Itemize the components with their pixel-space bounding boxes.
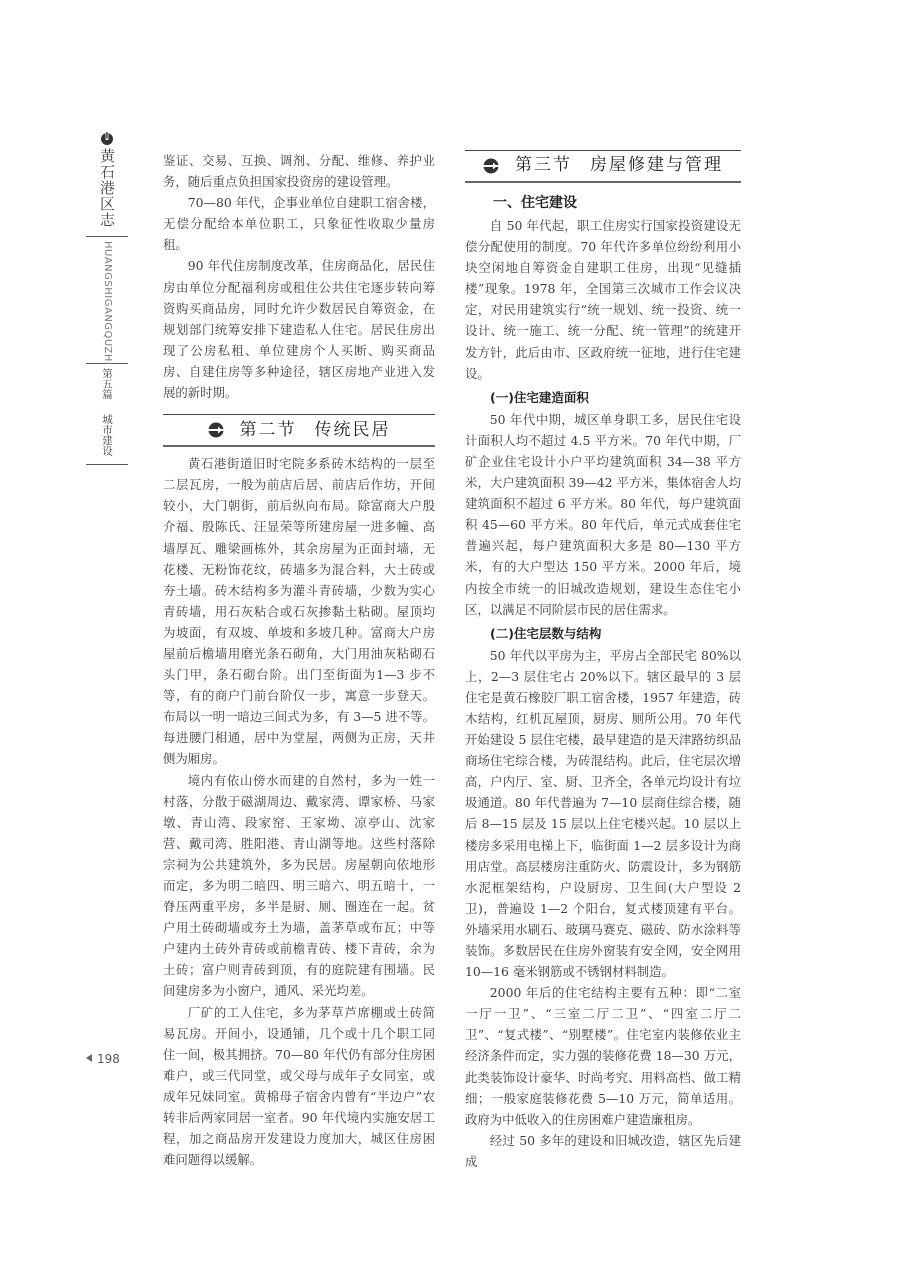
divider [86,464,128,465]
paragraph: 50 年代中期，城区单身职工多，居民住宅设计面积人均不超过 4.5 平方米。70 年代中期，厂矿企业住宅设计小户平均建筑面积 34—38 平方米，大户建筑面积 39—42 平方米，集体宿舍人均建筑面积不超过 6 平方米。80 年代，每户建筑面积 45—60 平方米。80 年代后，单元式成套住宅普遍兴起，每户建筑面积大多是 80—130 平方米，有的大户型达 150 平方米。2000 年后，境内按全市统一的旧城改造规划，建设生态住宅小区，以满足不同阶层市民的居住需求。 [465,411,741,617]
page-arrow-left-icon [86,1054,92,1062]
part-number: 第五篇 [101,368,113,400]
paragraph: 70—80 年代，企事业单位自建职工宿舍楼，无偿分配给本单位职工，只象征性收取少量房租。 [163,195,435,253]
paragraph: 厂矿的工人住宅，多为茅草芦席棚或土砖简易瓦房。开间小，设通铺，几个或十几个职工同住一间，极其拥挤。70—80 年代仍有部分住房困难户，或三代同堂，或父母与成年子女同室，或成年兄妹同室。黄棉母子宿舍内曾有“半边户”农转非后两家同居一室者。90 年代境内实施安居工程，加之商品房开发建设力度加大，城区住房困难问题得以缓解。 [163,1004,435,1168]
divider [86,236,128,237]
heading-level-1: 一、住宅建设 [493,195,577,211]
page-number [86,1052,120,1066]
book-title: 黄石港区志 [98,148,116,228]
paragraph: 90 年代住房制度改革，住房商品化，居民住房由单位分配福利房或租住公共住宅逐步转向筹资购买商品房，同时允许少数居民自筹资金，在规划部门统筹安排下建造私人住宅。居民住房出现了公房私租、单位建房个人买断、购买商品房、自建住房等多种途径，辖区房地产业进入发展的新时期。 [163,258,435,401]
heading-level-2: (一)住宅建造面积 [490,389,589,405]
paragraph: 2000 年后的住宅结构主要有五种：即“二室一厅一卫”、“三室二厅二卫”、“四室二厅二卫”、“复式楼”、“别墅楼”。住宅室内装修依业主经济条件而定，实力强的装修花费 18—30 万元，此类装饰设计豪华、时尚考究、用料高档、做工精细；一般家庭装修花费 5—10 万元，简单适用。政府为中低收入的住房困难户建造廉租房。 [465,985,741,1127]
section-number: 第二节 [239,419,297,440]
section-title: 房屋修建与管理 [590,155,723,176]
paragraph: 黄石港街道旧时宅院多系砖木结构的一层至二层瓦房，一般为前店后居、前店后作坊，开间较小，大门朝街，前后纵向布局。除富商大户殷介福、殷陈氏、汪显荣等所建房屋一进多幢、高墙厚瓦、雕梁画栋外，其余房屋为正面封墙，无花楼、无粉饰花纹，砖墙多为混合料，大土砖或夯土墙。砖木结构多为灌斗青砖墙，少数为实心青砖墙，用石灰粘合或石灰掺黏土粘砌。屋顶均为坡面，有双坡、单坡和多坡几种。富商大户房屋前后檐墙用磨光条石砌角，大门用油灰粘砌石头门甲，条石砌台阶。出门至街面为1—3 步不等，有的商户门前台阶仅一步，寓意一步登天。布局以一明一暗边三间式为多，有 3—5 进不等。每进腰门相通，居中为堂屋，两侧为正房，天井侧为厢房。 [163,456,435,767]
book-logo-icon [100,132,114,146]
section-heading [163,414,435,447]
paragraph: 鉴证、交易、互换、调剂、分配、维修、养护业务，随后重点负担国家投资房的建设管理。 [163,153,435,190]
heading-level-2: (二)住宅层数与结构 [490,625,602,641]
paragraph: 境内有依山傍水而建的自然村，多为一姓一村落，分散于磁湖周边、戴家湾、谭家桥、马家墩、青山湾、段家窑、王家坳、凉亭山、沈家营、戴司湾、胜阳港、青山湖等地。这些村落除宗祠为公共建筑外，多为民居。房屋朝向依地形而定，多为明二暗四、明三暗六、明五暗十，一脊压两重平房，多半是厨、厕、圈连在一起。贫户用土砖砌墙或夯土为墙，盖茅草或布瓦；中等户建内土砖外青砖或前檐青砖、楼下青砖，余为土砖；富户则青砖到顶，有的庭院建有围墙。民间建房多为小窗户，通风、采光均差。 [163,772,435,999]
paragraph: 50 年代以平房为主，平房占全部民宅 80%以上，2—3 层住宅占 20%以下。辖区最早的 3 层住宅是黄石橡胶厂职工宿舍楼，1957 年建造，砖木结构，红机瓦屋顶，厨房、厕所公用。70 年代开始建设 5 层住宅楼，最早建造的是天津路纺织品商场住宅综合楼，为砖混结构。此后，住宅层次增高，户内厅、室、厨、卫齐全，各单元均设计有垃圾通道。80 年代普遍为 7—10 层商住综合楼，随后 8—15 层及 15 层以上住宅楼兴起。10 层以上楼房多采用电梯上下，临街面 1—2 层多设计为商用店堂。高层楼房注重防火、防震设计，多为钢筋水泥框架结构，户设厨房、卫生间(大户型设 2 卫)，普遍设 1—2 个阳台，复式楼顶建有平台。外墙采用水刷石、玻璃马赛克、磁砖、防水涂料等装饰。多数居民在住房外窗装有安全网，安全网用 10—16 毫米钢筋或不锈钢材料制造。 [465,647,741,980]
left-column [163,150,435,1170]
paragraph: 自 50 年代起，职工住房实行国家投资建设无偿分配使用的制度。70 年代许多单位纷纷利用小块空闲地自筹资金自建职工住房，出现“见缝插楼”现象。1978 年，全国第三次城市工作会议决定，对民用建筑实行“统一规划、统一投资、统一设计、统一施工、统一分配、统一管理”的统建开发方针，此后由市、区政府统一征地，进行住宅建设。 [465,218,741,381]
right-column [465,150,741,1172]
section-marker-icon [483,158,499,174]
paragraph: 经过 50 多年的建设和旧城改造，辖区先后建成 [465,1132,741,1169]
section-heading [465,150,741,183]
section-marker-icon [208,422,224,438]
sidebar [86,132,128,469]
section-title: 传统民居 [314,419,391,440]
book-title-pinyin: HUANGSHIGANGQUZHI [102,241,113,366]
page-number-text: 198 [97,1052,120,1066]
part-name: 城市建设 [101,413,113,456]
section-number: 第三节 [515,155,572,176]
